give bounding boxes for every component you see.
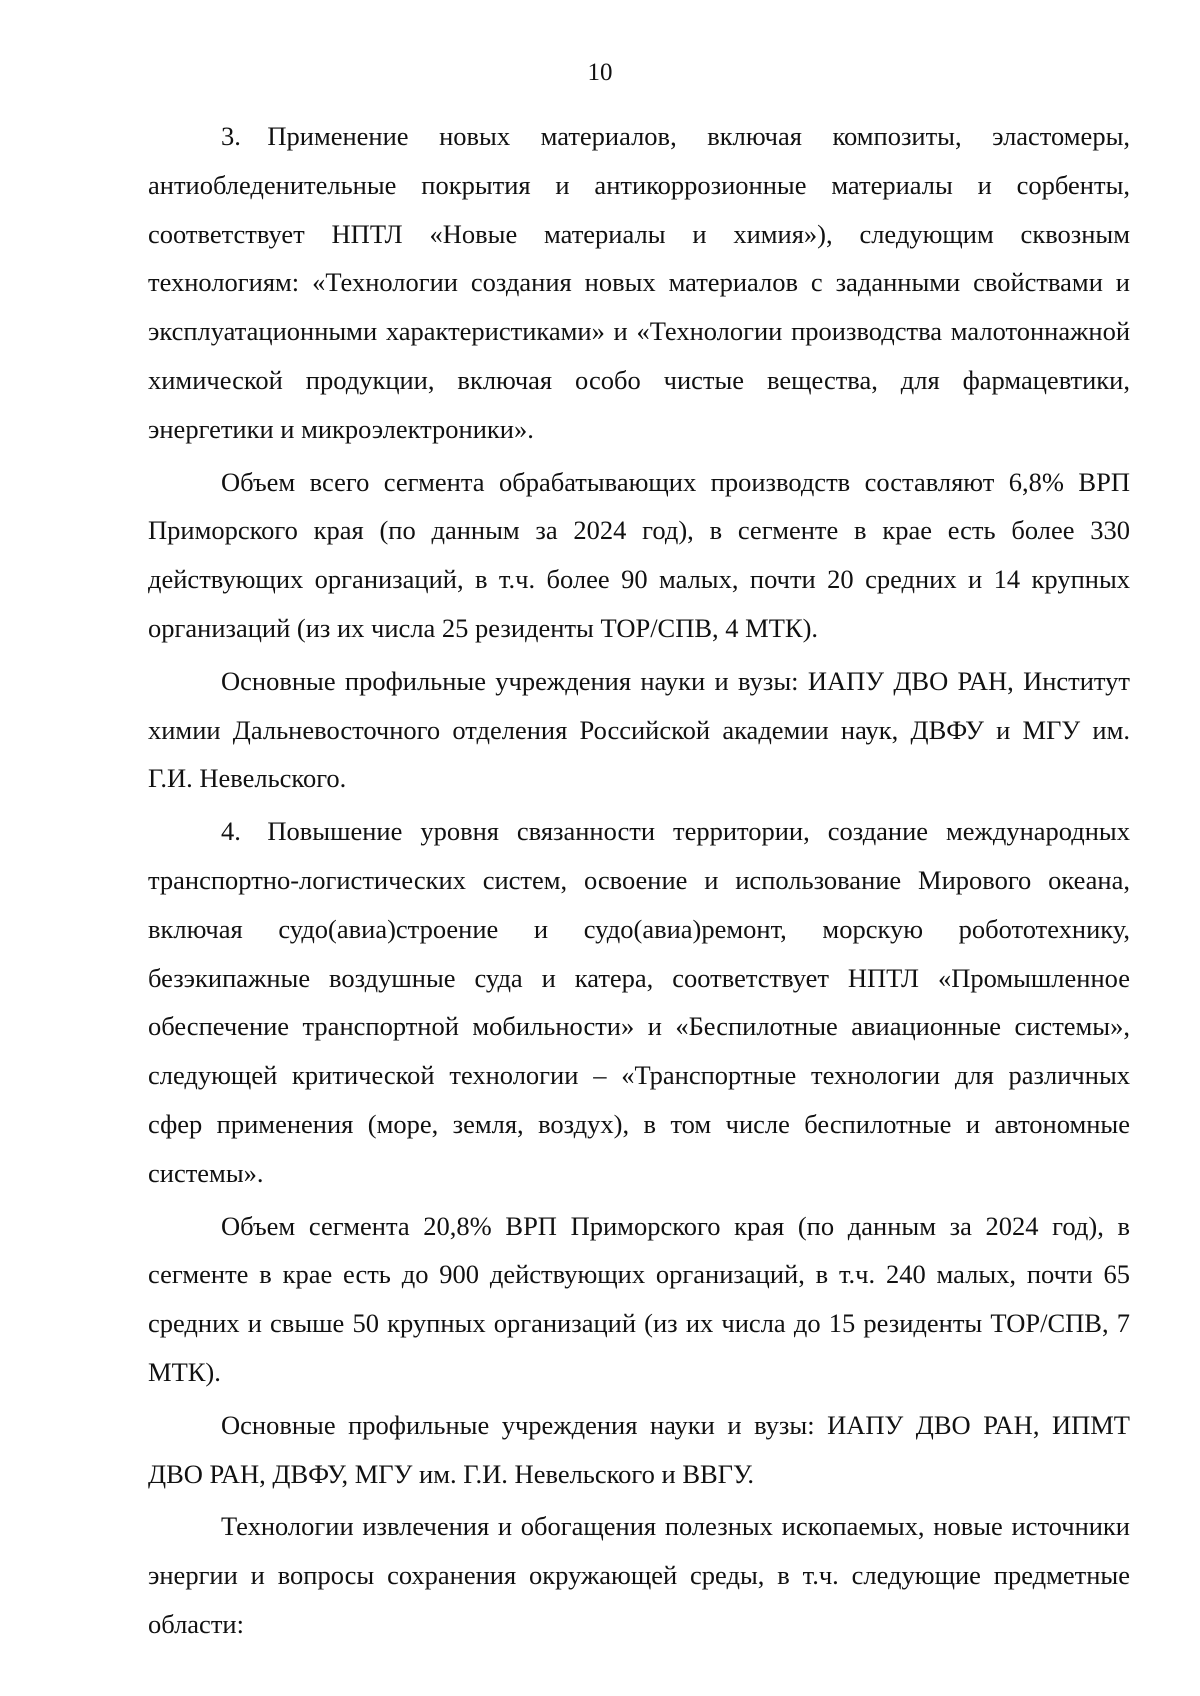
paragraph-new-materials: 3. Применение новых материалов, включая композиты, эластомеры, антиобледенительные покрытия и антикоррозионные материалы и сорбенты, соответствует НПТЛ «Новые материалы и химия»), следующим сквозным технологиям: «Технологии создания новых материалов с заданными свойствами и эксплуатационными характеристиками» и «Технологии производства малотоннажной химической продукции, включая особо чистые вещества, для фармацевтики, энергетики и микроэлектроники». <box>148 121 1130 444</box>
paragraph-science-institutions-2: Основные профильные учреждения науки и вузы: ИАПУ ДВО РАН, ИПМТ ДВО РАН, ДВФУ, МГУ им. Г.И. Невельского и ВВГУ. <box>148 1409 1130 1489</box>
paragraph-segment-volume: Объем сегмента 20,8% ВРП Приморского края (по данным за 2024 год), в сегменте в крае есть до 900 действующих организаций, в т.ч. 240 малых, почти 65 средних и свыше 50 крупных организаций (из их числа до 15 резиденты ТОР/СПВ, 7 МТК). <box>148 1210 1130 1387</box>
paragraph-manufacturing-volume: Объем всего сегмента обрабатывающих производств составляют 6,8% ВРП Приморского края (по данным за 2024 год), в сегменте в крае есть более 330 действующих организаций, в т.ч. более 90 малых, почти 20 средних и 14 крупных организаций (из их числа 25 резиденты ТОР/СПВ, 4 МТК). <box>148 466 1130 643</box>
paragraph-transport-connectivity: 4. Повышение уровня связанности территории, создание международных транспортно-логистических систем, освоение и использование Мирового океана, включая судо(авиа)строение и судо(авиа)ремонт, морскую робототехнику, безэкипажные воздушные суда и катера, соответствует НПТЛ «Промышленное обеспечение транспортной мобильности» и «Беспилотные авиационные системы», следующей критической технологии – «Транспортные технологии для различных сфер применения (море, земля, воздух), в том числе беспилотные и автономные системы». <box>148 816 1130 1188</box>
paragraph-mining-technologies: Технологии извлечения и обогащения полезных ископаемых, новые источники энергии и вопросы сохранения окружающей среды, в т.ч. следующие предметные области: <box>148 1511 1130 1639</box>
page-number: 10 <box>587 59 613 86</box>
paragraph-science-institutions-1: Основные профильные учреждения науки и вузы: ИАПУ ДВО РАН, Институт химии Дальневосточного отделения Российской академии наук, ДВФУ и МГУ им. Г.И. Невельского. <box>148 665 1130 794</box>
document-body <box>148 112 1130 1649</box>
